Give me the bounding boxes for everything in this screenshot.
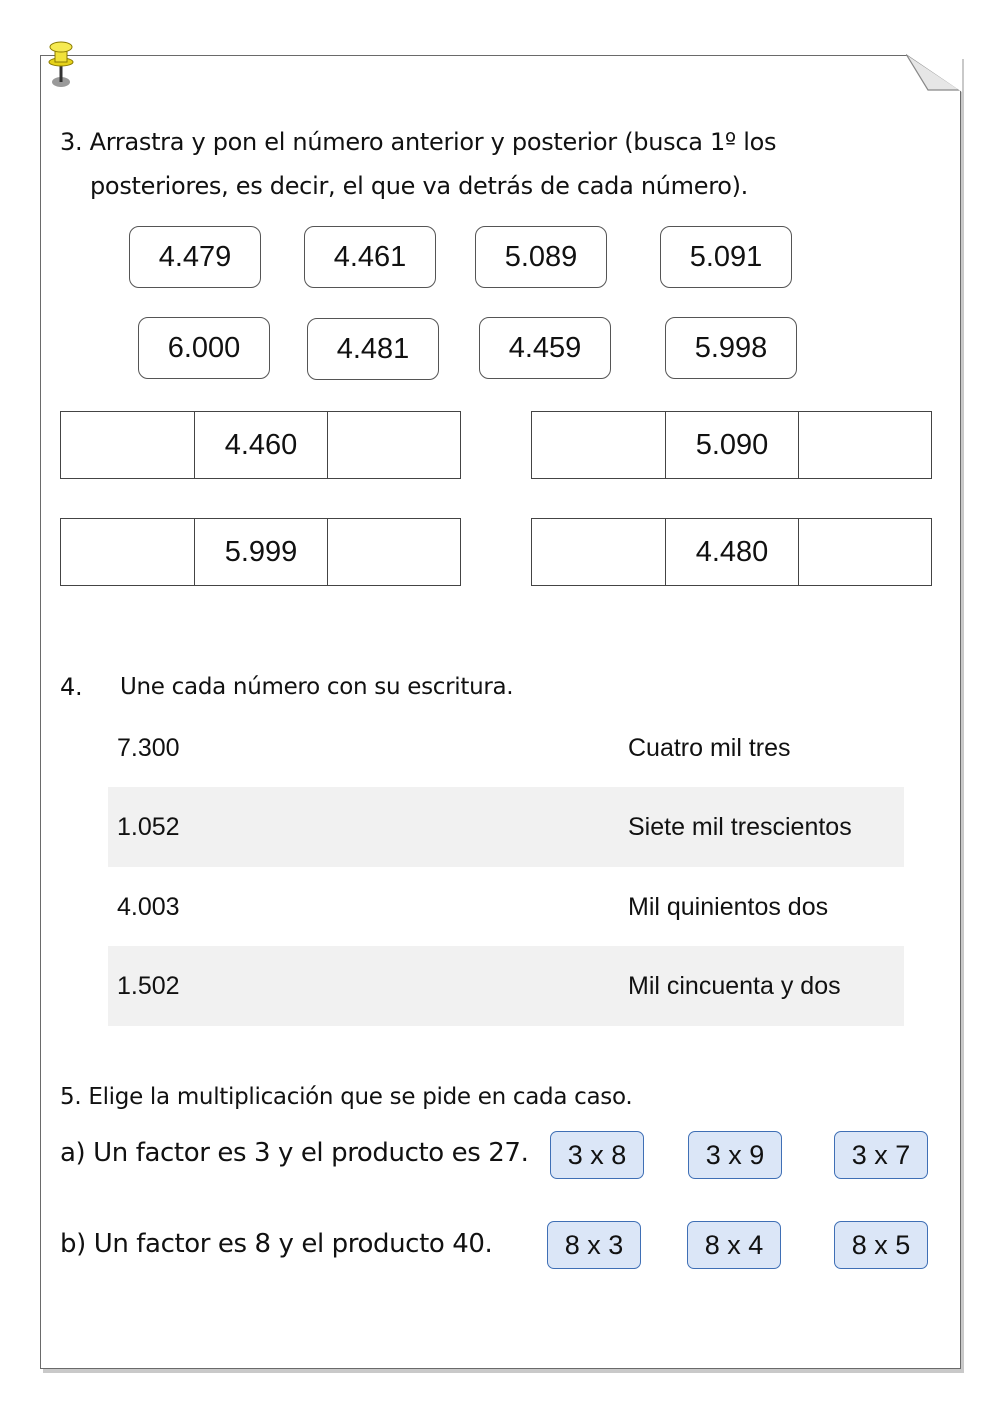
match-number[interactable]: 4.003 — [117, 892, 180, 921]
q5b-option[interactable]: 8 x 4 — [687, 1221, 781, 1269]
drop-slot-before[interactable] — [532, 412, 665, 478]
q4-number: 4. — [60, 673, 83, 701]
drop-slot-before[interactable] — [61, 519, 194, 585]
q4-title: Une cada número con su escritura. — [120, 674, 514, 700]
match-row — [108, 946, 904, 1026]
q3-title-line1: 3. Arrastra y pon el número anterior y posterior (busca 1º los — [60, 128, 777, 156]
match-row — [108, 867, 904, 947]
match-row — [108, 787, 904, 867]
drag-tile[interactable]: 4.479 — [129, 226, 261, 288]
match-row — [108, 708, 904, 788]
drag-tile[interactable]: 4.461 — [304, 226, 436, 288]
drop-slot-before[interactable] — [61, 412, 194, 478]
q5-title: 5. Elige la multiplicación que se pide en cada caso. — [60, 1084, 633, 1110]
given-number: 5.090 — [665, 412, 798, 478]
match-number[interactable]: 1.502 — [117, 971, 180, 1000]
sequence-row — [531, 518, 932, 586]
page-fold-corner — [906, 54, 962, 94]
drop-slot-before[interactable] — [532, 519, 665, 585]
q5a-option[interactable]: 3 x 9 — [688, 1131, 782, 1179]
drag-tile[interactable]: 6.000 — [138, 317, 270, 379]
match-number[interactable]: 7.300 — [117, 733, 180, 762]
given-number: 4.460 — [194, 412, 327, 478]
sequence-row — [60, 411, 461, 479]
q5a-option[interactable]: 3 x 7 — [834, 1131, 928, 1179]
drag-tile[interactable]: 5.089 — [475, 226, 607, 288]
match-number[interactable]: 1.052 — [117, 812, 180, 841]
match-words[interactable]: Mil cincuenta y dos — [628, 971, 841, 1000]
match-words[interactable]: Cuatro mil tres — [628, 733, 791, 762]
q5b-question: b) Un factor es 8 y el producto 40. — [60, 1229, 493, 1259]
sequence-row — [60, 518, 461, 586]
q5b-option[interactable]: 8 x 3 — [547, 1221, 641, 1269]
q5b-option[interactable]: 8 x 5 — [834, 1221, 928, 1269]
q5a-option[interactable]: 3 x 8 — [550, 1131, 644, 1179]
match-words[interactable]: Mil quinientos dos — [628, 892, 829, 921]
drop-slot-after[interactable] — [327, 412, 460, 478]
sequence-row — [531, 411, 932, 479]
match-words[interactable]: Siete mil trescientos — [628, 812, 852, 841]
drop-slot-after[interactable] — [798, 412, 931, 478]
q5a-question: a) Un factor es 3 y el producto es 27. — [60, 1138, 529, 1168]
drag-tile[interactable]: 5.091 — [660, 226, 792, 288]
q3-title-line2: posteriores, es decir, el que va detrás de cada número). — [90, 172, 749, 200]
drop-slot-after[interactable] — [798, 519, 931, 585]
pushpin-icon — [44, 38, 78, 90]
given-number: 4.480 — [665, 519, 798, 585]
drag-tile[interactable]: 4.481 — [307, 318, 439, 380]
drag-tile[interactable]: 5.998 — [665, 317, 797, 379]
given-number: 5.999 — [194, 519, 327, 585]
drag-tile[interactable]: 4.459 — [479, 317, 611, 379]
drop-slot-after[interactable] — [327, 519, 460, 585]
